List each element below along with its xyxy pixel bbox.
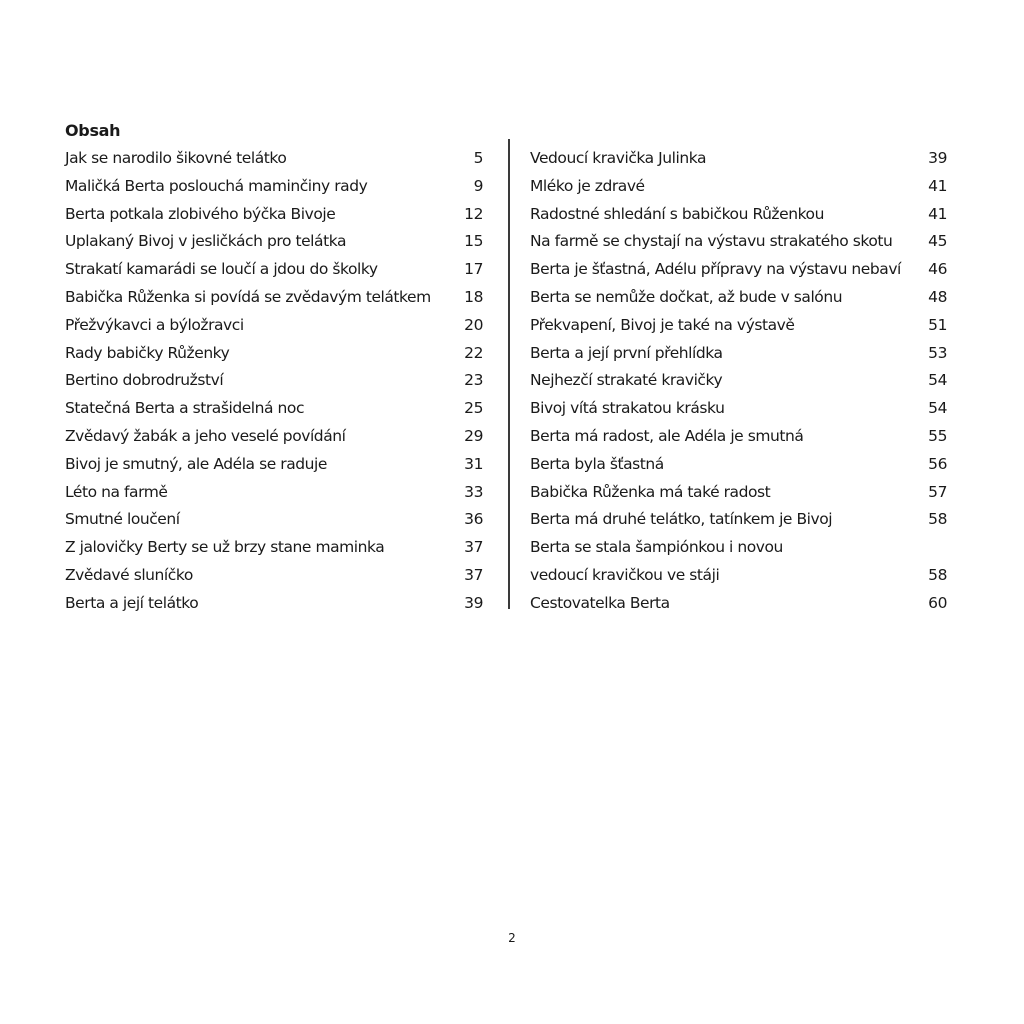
toc-entry xyxy=(530,256,947,284)
toc-entry-page: 57 xyxy=(928,482,947,501)
toc-entry-page: 31 xyxy=(464,454,483,473)
toc-entry xyxy=(530,534,947,562)
toc-entry-page: 41 xyxy=(928,204,947,223)
toc-entry-title: Strakatí kamarádi se loučí a jdou do školky xyxy=(65,260,378,279)
toc-entry-title: Babička Růženka má také radost xyxy=(530,482,771,501)
toc-entry xyxy=(65,228,483,256)
toc-entry xyxy=(65,173,483,201)
toc-entry xyxy=(65,562,483,590)
toc-entry xyxy=(530,479,947,507)
toc-entry-page: 56 xyxy=(928,454,947,473)
toc-entry-page: 55 xyxy=(928,426,947,445)
toc-entry xyxy=(65,479,483,507)
toc-entry-page: 15 xyxy=(464,232,483,251)
toc-entry-title: Berta je šťastná, Adélu přípravy na výstavu nebaví xyxy=(530,260,901,279)
toc-entry-page: 22 xyxy=(464,343,483,362)
toc-entry-title: Zvědavý žabák a jeho veselé povídání xyxy=(65,426,346,445)
toc-entry-title: Bivoj je smutný, ale Adéla se raduje xyxy=(65,454,327,473)
toc-entry-page: 12 xyxy=(464,204,483,223)
toc-entry-title: Rady babičky Růženky xyxy=(65,343,230,362)
toc-entry-title: Radostné shledání s babičkou Růženkou xyxy=(530,204,824,223)
toc-entry-page: 37 xyxy=(464,565,483,584)
toc-entry-title: Zvědavé sluníčko xyxy=(65,565,193,584)
toc-entry-page: 33 xyxy=(464,482,483,501)
toc-entry-page: 20 xyxy=(464,315,483,334)
toc-entry-page: 51 xyxy=(928,315,947,334)
toc-entry-page: 25 xyxy=(464,399,483,418)
toc-entry-title: Berta má radost, ale Adéla je smutná xyxy=(530,426,804,445)
toc-entry xyxy=(65,340,483,368)
toc-entry-page: 58 xyxy=(928,565,947,584)
toc-entry xyxy=(65,145,483,173)
toc-entry-title: Jak se narodilo šikovné telátko xyxy=(65,149,287,167)
toc-entry-page: 60 xyxy=(928,593,947,612)
toc-entry-title: Smutné loučení xyxy=(65,510,180,529)
column-divider xyxy=(508,139,510,609)
toc-entry xyxy=(530,590,947,618)
toc-entry-title: Na farmě se chystají na výstavu strakatého skotu xyxy=(530,232,893,251)
toc-entry xyxy=(530,284,947,312)
toc-entry xyxy=(65,367,483,395)
toc-entry-title: Mléko je zdravé xyxy=(530,176,645,195)
toc-entry-title: Bivoj vítá strakatou krásku xyxy=(530,399,725,418)
toc-entry-page: 46 xyxy=(928,260,947,279)
toc-entry-title: vedoucí kravičkou ve stáji xyxy=(530,565,720,584)
toc-entry xyxy=(530,201,947,229)
toc-entry xyxy=(530,367,947,395)
toc-entry-title: Maličká Berta poslouchá maminčiny rady xyxy=(65,176,368,195)
toc-entry xyxy=(65,256,483,284)
toc-entry xyxy=(530,312,947,340)
toc-entry xyxy=(530,173,947,201)
toc-entry xyxy=(530,451,947,479)
toc-entry-title: Berta se stala šampiónkou i novou xyxy=(530,538,783,557)
toc-entry-title: Berta potkala zlobivého býčka Bivoje xyxy=(65,204,336,223)
toc-entry-title: Bertino dobrodružství xyxy=(65,371,224,390)
toc-entry xyxy=(65,312,483,340)
toc-entry-page: 58 xyxy=(928,510,947,529)
toc-entry xyxy=(530,228,947,256)
toc-entry-title: Vedoucí kravička Julinka xyxy=(530,149,707,167)
toc-left-column xyxy=(65,145,483,618)
toc-entry-page: 53 xyxy=(928,343,947,362)
toc-entry-title: Statečná Berta a strašidelná noc xyxy=(65,399,305,418)
toc-entry-page: 39 xyxy=(928,149,947,167)
toc-entry xyxy=(530,506,947,534)
toc-entry-title: Berta a její první přehlídka xyxy=(530,343,723,362)
toc-entry xyxy=(65,395,483,423)
toc-entry-page: 45 xyxy=(928,232,947,251)
toc-entry-page: 39 xyxy=(464,593,483,612)
toc-entry xyxy=(65,423,483,451)
toc-entry-title: Berta má druhé telátko, tatínkem je Bivoj xyxy=(530,510,833,529)
toc-heading: Obsah xyxy=(65,121,121,140)
toc-entry-title: Z jalovičky Berty se už brzy stane maminka xyxy=(65,538,385,557)
toc-entry-title: Berta se nemůže dočkat, až bude v salónu xyxy=(530,287,843,306)
toc-entry-page: 48 xyxy=(928,287,947,306)
toc-entry-title: Překvapení, Bivoj je také na výstavě xyxy=(530,315,795,334)
toc-entry-title: Uplakaný Bivoj v jesličkách pro telátka xyxy=(65,232,346,251)
toc-entry xyxy=(65,451,483,479)
toc-entry-page: 29 xyxy=(464,426,483,445)
toc-entry xyxy=(65,284,483,312)
toc-entry xyxy=(530,145,947,173)
toc-entry-page: 23 xyxy=(464,371,483,390)
toc-entry-page: 17 xyxy=(464,260,483,279)
toc-entry xyxy=(530,395,947,423)
toc-entry-page: 36 xyxy=(464,510,483,529)
toc-entry-title: Nejhezčí strakaté kravičky xyxy=(530,371,723,390)
toc-entry-page: 37 xyxy=(464,538,483,557)
toc-entry-page: 54 xyxy=(928,399,947,418)
toc-entry xyxy=(65,590,483,618)
toc-entry-title: Léto na farmě xyxy=(65,482,168,501)
toc-entry-title: Přežvýkavci a býložravci xyxy=(65,315,244,334)
toc-entry xyxy=(530,562,947,590)
toc-entry-title: Berta a její telátko xyxy=(65,593,199,612)
toc-entry-page: 54 xyxy=(928,371,947,390)
toc-right-column xyxy=(530,145,947,618)
toc-entry-title: Cestovatelka Berta xyxy=(530,593,670,612)
toc-entry-title: Babička Růženka si povídá se zvědavým telátkem xyxy=(65,287,431,306)
toc-entry xyxy=(65,534,483,562)
toc-entry-title: Berta byla šťastná xyxy=(530,454,664,473)
page-number: 2 xyxy=(508,931,516,945)
toc-entry-page: 5 xyxy=(473,149,483,167)
toc-entry xyxy=(65,506,483,534)
toc-entry-page: 9 xyxy=(473,176,483,195)
toc-entry-page: 18 xyxy=(464,287,483,306)
toc-entry-page: 41 xyxy=(928,176,947,195)
toc-entry xyxy=(530,340,947,368)
toc-entry xyxy=(530,423,947,451)
toc-entry xyxy=(65,201,483,229)
